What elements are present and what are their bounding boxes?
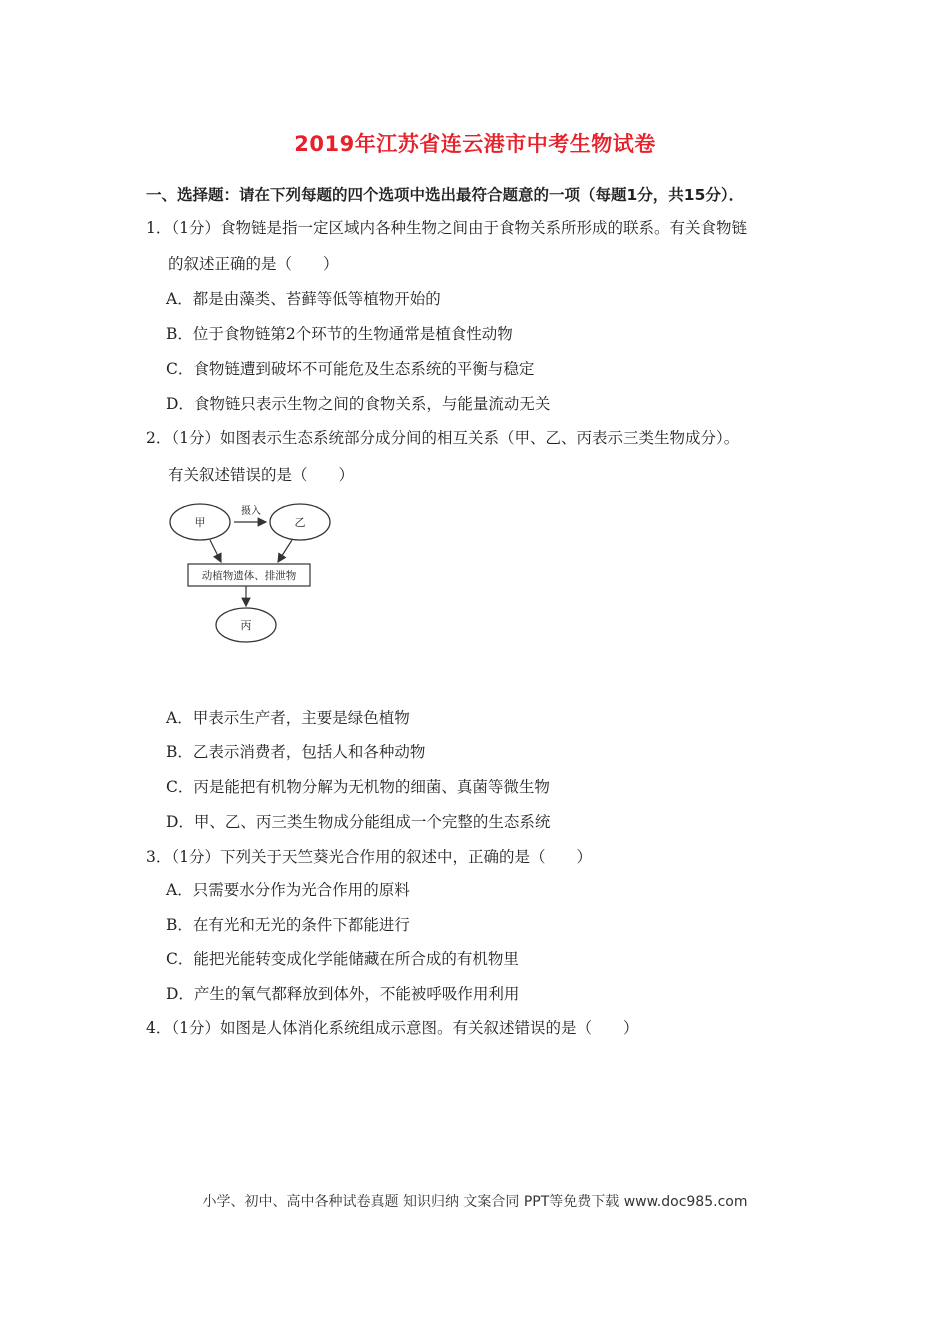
question-1-option-d: D．食物链只表示生物之间的食物关系，与能量流动无关 <box>166 395 551 413</box>
page-title: 2019年江苏省连云港市中考生物试卷 <box>294 132 656 156</box>
question-1-stem-cont: 的叙述正确的是（ ） <box>168 255 339 273</box>
question-1-stem: 1．（1分）食物链是指一定区域内各种生物之间由于食物关系所形成的联系。有关食物链 <box>146 219 747 237</box>
question-3-option-b: B．在有光和无光的条件下都能进行 <box>166 916 410 934</box>
question-1-option-b: B．位于食物链第2个环节的生物通常是植食性动物 <box>166 325 513 343</box>
question-1-option-a: A．都是由藻类、苔藓等低等植物开始的 <box>166 290 441 308</box>
node-yi-label: 乙 <box>294 516 306 529</box>
node-bing-label: 丙 <box>240 619 252 632</box>
question-2-stem: 2．（1分）如图表示生态系统部分成分间的相互关系（甲、乙、丙表示三类生物成分）。 <box>146 429 740 447</box>
question-2-option-a: A．甲表示生产者，主要是绿色植物 <box>166 709 410 727</box>
question-3-stem: 3．（1分）下列关于天竺葵光合作用的叙述中，正确的是（ ） <box>146 848 592 866</box>
remains-box-label: 动植物遗体、排泄物 <box>201 570 297 582</box>
question-3-option-a: A．只需要水分作为光合作用的原料 <box>166 881 410 899</box>
yi-to-box-arrow <box>278 540 292 562</box>
section-heading: 一、选择题：请在下列每题的四个选项中选出最符合题意的一项（每题1分，共15分）． <box>146 186 745 204</box>
question-2-option-c: C．丙是能把有机物分解为无机物的细菌、真菌等微生物 <box>166 778 550 796</box>
question-3-option-c: C．能把光能转变成化学能储藏在所合成的有机物里 <box>166 950 519 968</box>
page-footer: 小学、初中、高中各种试卷真题 知识归纳 文案合同 PPT等免费下载 www.doc985.com <box>202 1194 748 1210</box>
ecosystem-diagram <box>166 500 336 650</box>
question-4-stem: 4．（1分）如图是人体消化系统组成示意图。有关叙述错误的是（ ） <box>146 1019 639 1037</box>
jia-to-box-arrow <box>210 540 221 562</box>
ingest-arrow-label: 摄入 <box>241 506 261 517</box>
question-3-option-d: D．产生的氧气都释放到体外，不能被呼吸作用利用 <box>166 985 520 1003</box>
node-jia-label: 甲 <box>194 516 206 529</box>
question-1-option-c: C．食物链遭到破坏不可能危及生态系统的平衡与稳定 <box>166 360 535 378</box>
question-2-stem-cont: 有关叙述错误的是（ ） <box>168 466 355 484</box>
question-2-option-d: D．甲、乙、丙三类生物成分能组成一个完整的生态系统 <box>166 813 551 831</box>
question-2-option-b: B．乙表示消费者，包括人和各种动物 <box>166 743 426 761</box>
